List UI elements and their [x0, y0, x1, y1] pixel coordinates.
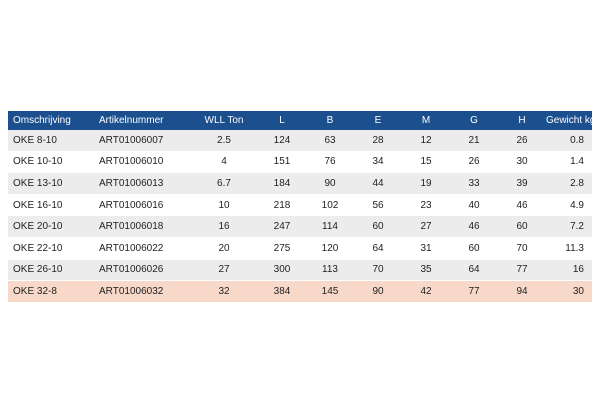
- cell-artikelnummer: ART01006010: [96, 151, 190, 173]
- header-artikelnummer: Artikelnummer: [99, 115, 164, 126]
- cell-e: 56: [354, 194, 402, 216]
- cell-h: 60: [498, 216, 546, 238]
- cell-h: 26: [498, 130, 546, 151]
- header-gewicht-kg: Gewicht kg: [546, 115, 596, 126]
- cell-l: 300: [258, 259, 306, 281]
- spec-table: [8, 111, 596, 303]
- cell-wll-ton: 6.7: [190, 173, 258, 195]
- table-row: [8, 259, 592, 281]
- cell-wll-ton: 16: [190, 216, 258, 238]
- cell-l: 218: [258, 194, 306, 216]
- cell-artikelnummer: ART01006007: [96, 130, 190, 151]
- cell-l: 184: [258, 173, 306, 195]
- cell-g: 64: [450, 259, 498, 281]
- cell-l: 151: [258, 151, 306, 173]
- cell-g: 46: [450, 216, 498, 238]
- cell-b: 120: [306, 237, 354, 259]
- cell-b: 145: [306, 281, 354, 303]
- header-l: L: [279, 115, 285, 126]
- cell-artikelnummer: ART01006016: [96, 194, 190, 216]
- cell-e: 44: [354, 173, 402, 195]
- cell-h: 30: [498, 151, 546, 173]
- cell-gewicht-kg: 0.8: [546, 130, 592, 151]
- cell-e: 60: [354, 216, 402, 238]
- cell-gewicht-kg: 7.2: [546, 216, 592, 238]
- cell-l: 247: [258, 216, 306, 238]
- cell-wll-ton: 27: [190, 259, 258, 281]
- cell-artikelnummer: ART01006018: [96, 216, 190, 238]
- header-e: E: [374, 115, 382, 126]
- cell-artikelnummer: ART01006022: [96, 237, 190, 259]
- cell-omschrijving: OKE 8-10: [8, 130, 96, 151]
- cell-omschrijving: OKE 16-10: [8, 194, 96, 216]
- cell-h: 46: [498, 194, 546, 216]
- cell-e: 64: [354, 237, 402, 259]
- cell-omschrijving: OKE 26-10: [8, 259, 96, 281]
- cell-artikelnummer: ART01006032: [96, 281, 190, 303]
- cell-gewicht-kg: 16: [546, 259, 592, 281]
- cell-m: 23: [402, 194, 450, 216]
- cell-e: 90: [354, 281, 402, 303]
- cell-omschrijving: OKE 10-10: [8, 151, 96, 173]
- cell-wll-ton: 10: [190, 194, 258, 216]
- cell-m: 31: [402, 237, 450, 259]
- cell-omschrijving: OKE 20-10: [8, 216, 96, 238]
- cell-b: 114: [306, 216, 354, 238]
- cell-e: 28: [354, 130, 402, 151]
- cell-omschrijving: OKE 32-8: [8, 281, 96, 303]
- cell-omschrijving: OKE 22-10: [8, 237, 96, 259]
- header-b: B: [326, 115, 334, 126]
- table-row: [8, 237, 592, 259]
- cell-l: 124: [258, 130, 306, 151]
- cell-e: 34: [354, 151, 402, 173]
- header-wll-ton: WLL Ton: [204, 115, 244, 126]
- cell-b: 63: [306, 130, 354, 151]
- cell-h: 94: [498, 281, 546, 303]
- cell-m: 15: [402, 151, 450, 173]
- cell-l: 275: [258, 237, 306, 259]
- cell-h: 39: [498, 173, 546, 195]
- cell-m: 35: [402, 259, 450, 281]
- cell-b: 102: [306, 194, 354, 216]
- cell-artikelnummer: ART01006026: [96, 259, 190, 281]
- cell-wll-ton: 20: [190, 237, 258, 259]
- table-row: [8, 216, 592, 238]
- cell-omschrijving: OKE 13-10: [8, 173, 96, 195]
- cell-b: 90: [306, 173, 354, 195]
- cell-g: 21: [450, 130, 498, 151]
- cell-g: 33: [450, 173, 498, 195]
- cell-m: 27: [402, 216, 450, 238]
- cell-gewicht-kg: 11.3: [546, 237, 592, 259]
- spec-table-container: [8, 111, 596, 303]
- header-g: G: [470, 115, 478, 126]
- table-row: [8, 151, 592, 173]
- cell-g: 40: [450, 194, 498, 216]
- cell-l: 384: [258, 281, 306, 303]
- table-row: [8, 281, 592, 303]
- cell-g: 77: [450, 281, 498, 303]
- cell-g: 26: [450, 151, 498, 173]
- table-row: [8, 194, 592, 216]
- table-row: [8, 173, 592, 195]
- header-row: [8, 111, 592, 130]
- cell-b: 113: [306, 259, 354, 281]
- cell-wll-ton: 32: [190, 281, 258, 303]
- cell-h: 70: [498, 237, 546, 259]
- cell-gewicht-kg: 1.4: [546, 151, 592, 173]
- cell-m: 12: [402, 130, 450, 151]
- header-m: M: [421, 115, 431, 126]
- header-omschrijving: Omschrijving: [13, 115, 71, 126]
- cell-gewicht-kg: 4.9: [546, 194, 592, 216]
- cell-gewicht-kg: 30: [546, 281, 592, 303]
- table-row: [8, 130, 592, 151]
- cell-g: 60: [450, 237, 498, 259]
- cell-m: 19: [402, 173, 450, 195]
- cell-m: 42: [402, 281, 450, 303]
- header-h: H: [518, 115, 526, 126]
- cell-e: 70: [354, 259, 402, 281]
- table-body: [8, 130, 592, 302]
- cell-wll-ton: 4: [190, 151, 258, 173]
- cell-b: 76: [306, 151, 354, 173]
- cell-gewicht-kg: 2.8: [546, 173, 592, 195]
- cell-h: 77: [498, 259, 546, 281]
- cell-wll-ton: 2.5: [190, 130, 258, 151]
- cell-artikelnummer: ART01006013: [96, 173, 190, 195]
